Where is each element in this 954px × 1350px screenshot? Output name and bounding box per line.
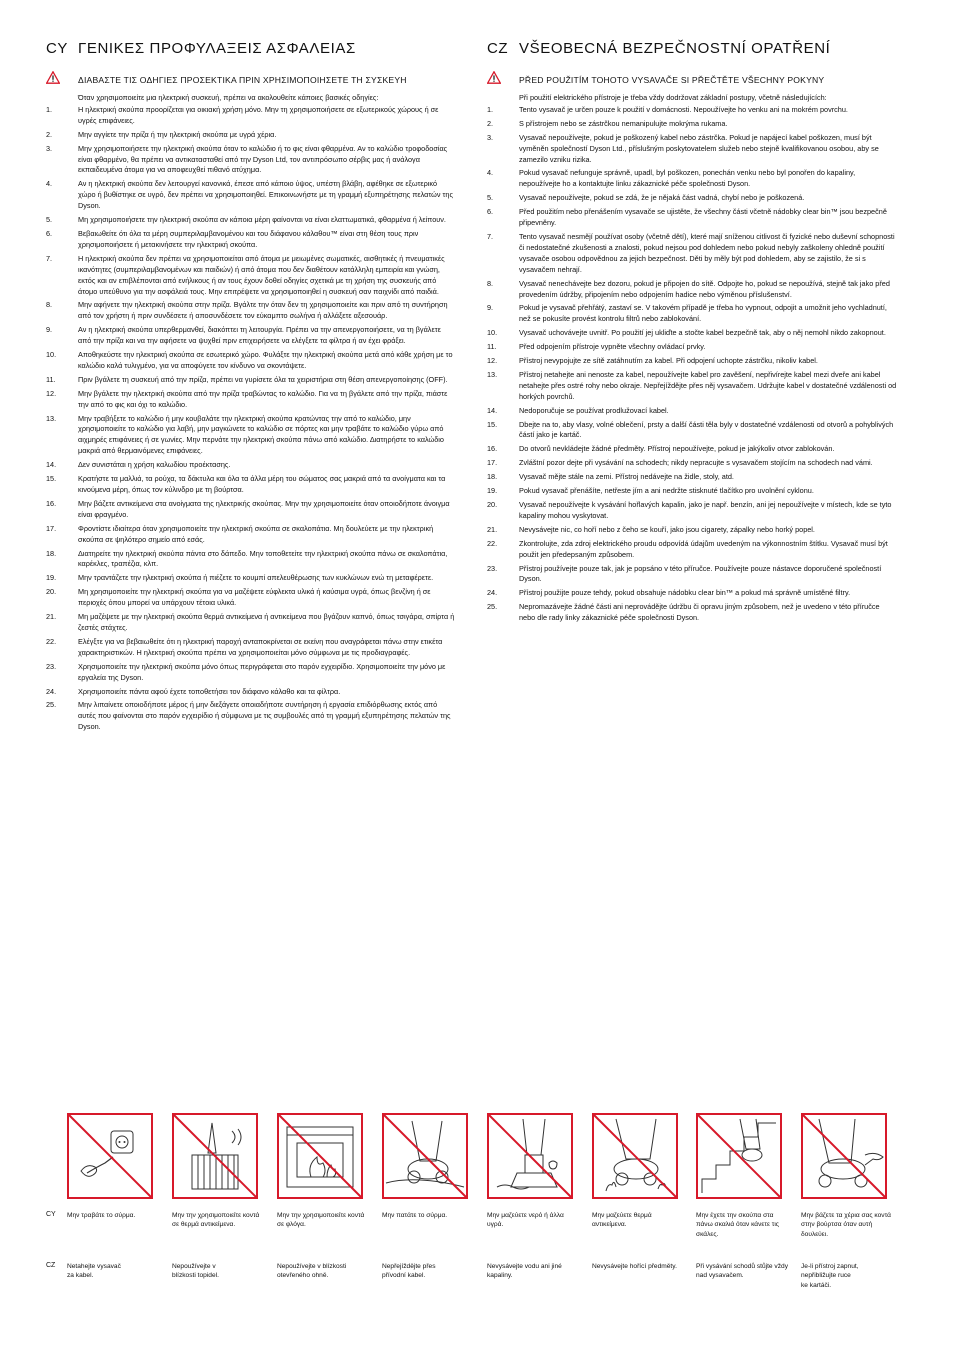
cy-instruction-item [46, 179, 456, 212]
item-number: 24. [46, 686, 57, 696]
item-text: Η ηλεκτρική σκούπα προορίζεται για οικιακή χρήση μόνο. Μην τη χρησιμοποιήσετε σε εξωτερικούς χώρους ή σε υγρές επιφάνειες. [78, 104, 439, 125]
item-number: 18. [46, 548, 57, 558]
item-text: Μην αγγίετε την πρίζα ή την ηλεκτρική σκούπα με υγρά χέρια. [78, 129, 277, 139]
unplug-by-cord-icon [67, 1113, 153, 1199]
cz-instruction-item [487, 303, 897, 325]
item-number: 17. [487, 458, 498, 468]
caption-cz-hands-near-brush: Je-li přístroj zapnut, nepřibližujte ruce ke kartáči. [801, 1263, 859, 1289]
cz-instruction-item [487, 500, 897, 522]
cz-instruction-item [487, 539, 897, 561]
item-number: 16. [487, 444, 498, 454]
cy-instruction-item [46, 300, 456, 322]
cz-warning-row [487, 71, 897, 89]
item-text: Vysavač nepoužívejte k vysávání hořlavých kapalin, jako je např. benzín, ani jej nepoužívejte v místech, kde se tyto kapaliny mohou vyskytovat. [519, 500, 892, 520]
item-number: 15. [487, 419, 498, 429]
cz-title: VŠEOBECNÁ BEZPEČNOSTNÍ OPATŘENÍ [519, 40, 831, 57]
item-number: 7. [487, 231, 494, 241]
item-number: 13. [46, 413, 57, 423]
cy-warning-text: ΔΙΑΒΑΣΤΕ ΤΙΣ ΟΔΗΓΙΕΣ ΠΡΟΣΕΚΤΙΚΑ ΠΡΙΝ ΧΡΗΣΙΜΟΠΟΙΗΣΕΤΕ ΤΗ ΣΥΣΚΕΥΗ [78, 75, 407, 85]
run-over-cord-icon [382, 1113, 468, 1199]
item-text: Tento vysavač je určen pouze k použití v domácnosti. Nepoužívejte ho venku ani na mokrém povrchu. [519, 104, 848, 114]
item-number: 5. [46, 215, 53, 225]
item-text: Vysavač nenechávejte bez dozoru, pokud je připojen do sítě. Odpojte ho, pokud se nepoužívá, stejně tak jako před provedením údržby, připojením nebo odpojením hadice nebo výměnou příslušenství. [519, 278, 890, 299]
cy-instruction-item [46, 460, 456, 471]
item-text: Nevysávejte nic, co hoří nebo z čeho se kouří, jako jsou cigarety, zápalky nebo horký popel. [519, 524, 815, 534]
item-text: Pokud vysavač přenášíte, netřeste jím a ani nedržte stisknuté tlačítko pro uvolnění cyklonu. [519, 486, 814, 496]
cz-instruction-item [487, 133, 897, 166]
item-number: 4. [46, 179, 53, 189]
burning-objects-icon [592, 1113, 678, 1199]
warning-triangle-icon [46, 71, 72, 89]
cy-instruction-item [46, 350, 456, 372]
cz-instruction-item [487, 207, 897, 229]
item-text: Μη χρησιμοποιείτε την ηλεκτρική σκούπα για να μαζέψετε εύφλεκτα υλικά ή καύσιμα υγρά, όπως βενζίνη ή σε περιοχές όπου μπορεί να υπάρχουν τέτοια υλικά. [78, 587, 431, 608]
item-text: Přístroj nevypojujte ze sítě zatáhnutím za kabel. Při odpojení uchopte zástrčku, nikoliv kabel. [519, 356, 818, 366]
item-text: Αποθηκεύστε την ηλεκτρική σκούπα σε εσωτερικό χώρο. Φυλάξτε την ηλεκτρική σκούπα μετά από κάθε χρήση με το καλώδιο καλά τυλιγμένο, για να αποφύγετε τον κίνδυνο να σκοντάψετε. [78, 350, 453, 370]
cz-instruction-item [487, 564, 897, 586]
item-number: 7. [46, 253, 53, 263]
cz-instruction-item [487, 458, 897, 469]
item-number: 4. [487, 168, 494, 178]
item-number: 14. [46, 460, 57, 470]
cy-instruction-item [46, 662, 456, 684]
cy-instruction-item [46, 375, 456, 386]
cy-instruction-item [46, 637, 456, 659]
item-text: Πριν βγάλετε τη συσκευή από την πρίζα, πρέπει να γυρίσετε όλα τα χειριστήρια στη θέση απενεργοποίησης (OFF). [78, 374, 448, 384]
item-text: Pokud je vysavač přehřátý, zastaví se. V takovém případě je třeba ho vypnout, odpojit a umožnit jeho vychladnutí, než se pokusíte provést kontrolu filtrů nebo zablokování. [519, 303, 887, 324]
cz-intro: Při použití elektrického přístroje je třeba vždy dodržovat základní postupy, včetně následujících: [519, 93, 827, 102]
caption-cz-near-fire: Nepoužívejte v blízkosti otevřeného ohně. [277, 1263, 347, 1280]
cz-instruction-item [487, 105, 897, 116]
item-number: 23. [46, 661, 57, 671]
warning-triangle-icon [487, 71, 513, 89]
item-text: Přístroj použijte pouze tehdy, pokud obsahuje nádobku clear bin™ a pokud má správně umístěné filtry. [519, 588, 851, 598]
item-text: Μην χρησιμοποιήσετε την ηλεκτρική σκούπα όταν το καλώδιο ή το φις είναι φθαρμένα. Αν το καλώδιο τροφοδοσίας είναι φθαρμένο, θα πρέπει να αντικατασταθεί από την Dyson Ltd, τον αντιπρόσωπο σέρβις μας ή ανάλογα εκπαιδευμένα άτομα για να αποφευχθεί πιθανό ατύχημα. [78, 143, 448, 175]
cz-instruction-item [487, 279, 897, 301]
item-text: Φροντίστε ιδιαίτερα όταν χρησιμοποιείτε την ηλεκτρική σκούπα σε σκαλοπάτια. Μη δουλεύετε με την ηλεκτρική σκούπα σε ψηλότερο σημείο από εσάς. [78, 523, 434, 544]
pick-up-water-icon [487, 1113, 573, 1199]
item-text: Η ηλεκτρική σκούπα δεν πρέπει να χρησιμοποιείται από άτομα με μειωμένες σωματικές, αισθητικές ή πνευματικές ικανότητες (συμπεριλαμβανομένων και παιδιών) ή από άτομα που δεν διαθέτουν κατάλληλη εμπειρία και γνώση, εκτός και αν επιβλέπονται από ενήλικους ή αν τους έχουν δοθεί οδηγίες σχετικά με τη χρήση της συσκευής από άτομο υπεύθυνο για την ασφάλειά τους. Μην επιτρέψετε να χρησιμοποιηθεί η συσκευή σαν παιχνίδι από παιδιά. [78, 253, 445, 296]
cz-section [487, 40, 897, 627]
cy-intro: Όταν χρησιμοποιείτε μια ηλεκτρική συσκευή, πρέπει να ακολουθείτε κάποιες βασικές οδηγίες: [78, 93, 379, 102]
cy-instruction-item [46, 587, 456, 609]
item-text: Χρησιμοποιείτε την ηλεκτρική σκούπα μόνο όπως περιγράφεται στο παρόν εγχειρίδιο. Χρησιμοποιείτε την μόνο με εργαλεία της Dyson. [78, 661, 446, 682]
cz-instruction-item [487, 588, 897, 599]
item-number: 22. [487, 538, 498, 548]
item-text: Před použitím nebo přenášením vysavače se ujistěte, že všechny části včetně nádobky clear bin™ jsou bezpečně připevněny. [519, 207, 887, 228]
item-number: 9. [46, 325, 53, 335]
item-number: 16. [46, 498, 57, 508]
cy-instruction-item [46, 573, 456, 584]
item-text: Μη μαζέψετε με την ηλεκτρική σκούπα θερμά αντικείμενα ή αντικείμενα που βγάζουν καπνό, όπως τσιγάρα, σπίρτα ή ζεστές στάχτες. [78, 612, 455, 632]
near-fire-icon [277, 1113, 363, 1199]
item-number: 15. [46, 474, 57, 484]
item-text: Před odpojením přístroje vypněte všechny ovládací prvky. [519, 342, 706, 352]
cy-section [46, 40, 456, 736]
item-text: Vysavač nepoužívejte, pokud je poškozený kabel nebo zástrčka. Pokud je napájecí kabel poškozen, musí být vyměněn společností Dyson Ltd., příslušným poskytovatelem služeb nebo stejně kvalifikovanou osobou, aby se zamezilo vzniku rizika. [519, 132, 879, 164]
cy-language-code: CY [46, 40, 68, 57]
item-number: 17. [46, 523, 57, 533]
cy-instruction-item [46, 130, 456, 141]
caption-cy-pick-up-water: Μην μαζεύετε νερό ή άλλα υγρά. [487, 1212, 564, 1229]
cy-warning-row [46, 71, 456, 89]
cy-instruction-item [46, 389, 456, 411]
item-text: Pokud vysavač nefunguje správně, upadl, byl poškozen, ponechán venku nebo byl ponořen do kapaliny, nepoužívejte ho a kontaktujte linku zákaznické péče společnosti Dyson. [519, 168, 856, 189]
item-number: 19. [487, 486, 498, 496]
item-text: Přístroj netahejte ani nenoste za kabel, nepoužívejte kabel pro zavěšení, nepřivírejte kabel mezi dveře ani kabel netahejte přes ostré rohy nebo okraje. Nepřejíždějte přes něj vysavačem. Udržujte kabel v dostatečné vzdálenosti od horkých povrchů. [519, 369, 897, 401]
item-number: 6. [46, 228, 53, 238]
cy-instruction-item [46, 105, 456, 127]
item-number: 22. [46, 636, 57, 646]
pictogram-strip [0, 1113, 954, 1203]
caption-cy-near-radiator: Μην την χρησιμοποιείτε κοντά σε θερμά αντικείμενα. [172, 1212, 260, 1229]
cy-instruction-item [46, 325, 456, 347]
item-number: 20. [487, 500, 498, 509]
item-text: Nepromazávejte žádné části ani neprovádějte údržbu či opravu jiným způsobem, než je uvedeno v této příručce nebo dle rady linky zákaznické péče společnosti Dyson. [519, 602, 880, 623]
item-text: Ελέγξτε για να βεβαιωθείτε ότι η ηλεκτρική παροχή ανταποκρίνεται σε εκείνη που αναγράφεται πάνω στην ετικέτα χαρακτηριστικών. Η ηλεκτρική σκούπα πρέπει να χρησιμοποιείται μόνο σύμφωνα με τις προδιαγραφές. [78, 636, 443, 657]
item-number: 1. [46, 104, 53, 114]
item-text: Δεν συνιστάται η χρήση καλωδίου προέκτασης. [78, 460, 231, 470]
item-text: Μην τραβήξετε το καλώδιο ή μην κουβαλάτε την ηλεκτρική σκούπα κρατώντας την από το καλώδιο, μην χρησιμοποιείτε το καλώδιο για λαβή, μην μαγκώνετε το καλώδιο σε πόρτες και μην τραβάτε το καλώδιο γύρω από αιχμηρές επιφάνειες ή σε γωνίες. Μην περνάτε την ηλεκτρική σκούπα πάνω από καλώδιο. Διατηρήστε το καλώδιο μακριά από θερμαινόμενες επιφάνειες. [78, 413, 444, 456]
caption-cy-hands-near-brush: Μην βάζετε τα χέρια σας κοντά στην βούρτσα όταν αυτή δουλεύει. [801, 1212, 891, 1238]
item-number: 8. [487, 278, 494, 288]
item-number: 11. [46, 374, 56, 384]
item-number: 2. [487, 118, 494, 128]
caption-cz-near-radiator: Nepoužívejte v blízkosti topidel. [172, 1263, 219, 1280]
caption-cy-near-fire: Μην την χρησιμοποιείτε κοντά σε φλόγα. [277, 1212, 365, 1229]
cz-instruction-item [487, 342, 897, 353]
cz-instruction-item [487, 328, 897, 339]
cz-instruction-item [487, 525, 897, 536]
caption-cy-unplug-by-cord: Μην τραβάτε το σύρμα. [67, 1212, 136, 1219]
item-number: 13. [487, 369, 498, 379]
hands-near-brush-icon [801, 1113, 887, 1199]
item-number: 10. [46, 350, 57, 360]
cz-instruction-item [487, 472, 897, 483]
item-number: 12. [46, 388, 57, 398]
caption-cy-run-over-cord: Μην πατάτε το σύρμα. [382, 1212, 448, 1219]
item-text: Vysavač mějte stále na zemi. Přístroj nedávejte na židle, stoly, atd. [519, 472, 734, 482]
cy-instruction-item [46, 215, 456, 226]
item-number: 3. [46, 143, 53, 153]
item-text: Βεβαιωθείτε ότι όλα τα μέρη συμπεριλαμβανομένου και του διάφανου κάλαθου™ είναι στη θέση τους πριν χρησιμοποιήσετε ή μετακινήσετε την ηλεκτρική σκούπα. [78, 228, 419, 249]
item-number: 24. [487, 588, 498, 598]
item-text: Vysavač nepoužívejte, pokud se zdá, že je nějaká část vadná, chybí nebo je poškozená. [519, 193, 805, 203]
item-number: 14. [487, 405, 498, 415]
item-text: Přístroj používejte pouze tak, jak je popsáno v této příručce. Používejte pouze nástavce doporučené společností Dyson. [519, 563, 882, 584]
item-number: 1. [487, 104, 494, 114]
item-number: 25. [46, 700, 57, 710]
caption-cz-unplug-by-cord: Netahejte vysavač za kabel. [67, 1263, 121, 1280]
item-number: 23. [487, 563, 498, 573]
item-text: Μη χρησιμοποιήσετε την ηλεκτρική σκούπα αν κάποια μέρη φαίνονται να είναι ελαττωματικά, φθαρμένα ή λείπουν. [78, 215, 446, 225]
cy-instruction-item [46, 144, 456, 177]
cz-instruction-item [487, 406, 897, 417]
cz-instruction-item [487, 486, 897, 497]
item-text: Μην τραντάζετε την ηλεκτρική σκούπα ή πιέζετε το κουμπί απελευθέρωσης των κυκλώνων ενώ τη μεταφέρετε. [78, 573, 434, 583]
item-number: 12. [487, 356, 498, 366]
item-number: 2. [46, 129, 53, 139]
stairs-above-icon [696, 1113, 782, 1199]
cz-instruction-item [487, 444, 897, 455]
cy-title: ΓΕΝΙΚΕΣ ΠΡΟΦΥΛΑΞΕΙΣ ΑΣΦΑΛΕΙΑΣ [78, 40, 356, 57]
caption-cz-pick-up-water: Nevysávejte vodu ani jiné kapaliny. [487, 1263, 562, 1280]
item-text: Διατηρείτε την ηλεκτρική σκούπα πάντα στο δάπεδο. Μην τοποθετείτε την ηλεκτρική σκούπα πάνω σε σκαλοπάτια, καρέκλες, τραπέζια, κλπ. [78, 548, 448, 569]
cz-instruction-item [487, 420, 897, 442]
near-radiator-icon [172, 1113, 258, 1199]
item-number: 19. [46, 573, 57, 583]
cy-instruction-list [46, 105, 456, 733]
item-text: Χρησιμοποιείτε πάντα αφού έχετε τοποθετήσει τον διάφανο κάλαθο και τα φίλτρα. [78, 686, 341, 696]
item-number: 3. [487, 132, 494, 142]
cz-header [487, 40, 897, 57]
caption-cz-code: CZ [46, 1262, 56, 1269]
item-text: Vysavač uchovávejte uvnitř. Po použití jej ukliďte a stočte kabel bezpečně tak, aby o něj nemohl nikdo zakopnout. [519, 328, 886, 338]
item-text: Nedoporučuje se používat prodlužovací kabel. [519, 405, 669, 415]
caption-cy-stairs-above: Μην έχετε την σκούπα στα πάνω σκαλιά όταν κάνετε τις σκάλες. [696, 1212, 779, 1238]
cz-instruction-item [487, 602, 897, 624]
cz-instruction-list [487, 105, 897, 624]
item-number: 10. [487, 328, 498, 338]
cz-instruction-item [487, 168, 897, 190]
cz-language-code: CZ [487, 40, 508, 57]
caption-cy-code: CY [46, 1211, 56, 1218]
item-number: 9. [487, 303, 494, 313]
item-number: 11. [487, 342, 497, 352]
item-text: Zvláštní pozor dejte při vysávání na schodech; nikdy nepracujte s vysavačem stojícím na schodech nad vámi. [519, 458, 873, 468]
cy-instruction-item [46, 414, 456, 458]
item-text: Μην βάζετε αντικείμενα στα ανοίγματα της ηλεκτρικής σκούπας. Μην την χρησιμοποιείτε όταν οποιοδήποτε άνοιγμα είναι φραγμένο. [78, 498, 450, 519]
item-number: 5. [487, 193, 494, 203]
item-number: 21. [46, 612, 57, 622]
item-text: Αν η ηλεκτρική σκούπα δεν λειτουργεί κανονικά, έπεσε από κάποιο ύψος, υπέστη βλάβη, αφέθηκε σε εξωτερικό χώρο ή βυθίστηκε σε υγρό, δεν πρέπει να χρησιμοποιηθεί. Επικοινωνήστε με τη γραμμή εξυπηρέτησης πελατών της Dyson. [78, 179, 453, 211]
cy-instruction-item [46, 524, 456, 546]
cz-instruction-item [487, 370, 897, 403]
item-number: 20. [46, 587, 57, 597]
caption-cz-run-over-cord: Nepřejíždějte přes přívodní kabel. [382, 1263, 436, 1280]
item-text: Zkontrolujte, zda zdroj elektrického proudu odpovídá údajům uvedeným na výkonnostním štítku. Vysavač musí být použit jen předepsaným způsobem. [519, 538, 888, 559]
cy-instruction-item [46, 499, 456, 521]
item-number: 6. [487, 207, 494, 217]
item-text: Dbejte na to, aby vlasy, volné oblečení, prsty a další části těla byly v dostatečné vzdálenosti od otvorů a pohyblivých částí jako je kartáč. [519, 419, 894, 440]
cy-instruction-item [46, 549, 456, 571]
cz-instruction-item [487, 232, 897, 276]
cy-instruction-item [46, 474, 456, 496]
cy-header [46, 40, 456, 57]
caption-cz-stairs-above: Při vysávání schodů stůjte vždy nad vysavačem. [696, 1263, 788, 1280]
item-text: Αν η ηλεκτρική σκούπα υπερθερμανθεί, διακόπτει τη λειτουργία. Πρέπει να την απενεργοποιήσετε, να τη βγάλετε από την πρίζα και να την αφήσετε να ψυχθεί πριν επιχειρήσετε να ελέγξετε τα φίλτρα ή αν έχει φράξει. [78, 325, 441, 346]
item-text: Μην βγάλετε την ηλεκτρική σκούπα από την πρίζα τραβώντας το καλώδιο. Για να τη βγάλετε από την πρίζα, πιάστε την από το φις και όχι το καλώδιο. [78, 388, 448, 409]
item-number: 18. [487, 472, 498, 482]
caption-cy-burning-objects: Μην μαζεύετε θερμά αντικείμενα. [592, 1212, 652, 1229]
item-text: Κρατήστε τα μαλλιά, τα ρούχα, τα δάκτυλα και όλα τα άλλα μέρη του σώματος σας μακριά από τα ανοίγματα και τα κινούμενα μέρη, όπως τον κύλινδρο με τη βούρτσα. [78, 474, 446, 494]
item-text: Do otvorů nevkládejte žádné předměty. Přístroj nepoužívejte, pokud je jakýkoliv otvor zablokován. [519, 444, 835, 454]
item-text: Tento vysavač nesmějí používat osoby (včetně dětí), které mají sníženou citlivost či fyzické nebo duševní schopnosti či nedostatečné zkušenosti a znalosti, pokud nejsou pod dohledem nebo pokud nebyly zaškoleny ohledně použití vysavače osobou odpovědnou za jejich bezpečnost. Děti by měly být pod dohledem, aby se zajistilo, že si s vysavačem nehrají. [519, 231, 895, 274]
cy-instruction-item [46, 700, 456, 733]
item-text: Μην λιπαίνετε οποιοδήποτε μέρος ή μην διεξάγετε οποιαδήποτε συντήρηση ή εργασία επιδιόρθωσης εκτός από αυτές που φαίνονται στο παρόν εγχειρίδιο ή σύμφωνα με τις συμβουλές από τη γραμμή εξυπηρέτησης πελατών της Dyson. [78, 700, 451, 732]
cy-instruction-item [46, 229, 456, 251]
item-number: 21. [487, 524, 498, 534]
item-text: Μην αφήνετε την ηλεκτρική σκούπα στην πρίζα. Βγάλτε την όταν δεν τη χρησιμοποιείτε και πριν από τη συντήρηση από τον χρήστη ή πριν συνδέσετε ή αποσυνδέσετε τον εύκαμπτο σωλήνα ή αλλάξετε αξεσουάρ. [78, 300, 448, 321]
cy-instruction-item [46, 687, 456, 698]
cz-instruction-item [487, 119, 897, 130]
item-text: S přístrojem nebo se zástrčkou nemanipulujte mokrýma rukama. [519, 118, 728, 128]
cz-instruction-item [487, 193, 897, 204]
caption-cz-burning-objects: Nevysávejte hořící předměty. [592, 1263, 677, 1270]
cz-warning-text: PŘED POUŽITÍM TOHOTO VYSAVAČE SI PŘEČTĚTE VŠECHNY POKYNY [519, 75, 825, 85]
cz-instruction-item [487, 356, 897, 367]
item-number: 8. [46, 300, 53, 310]
cy-instruction-item [46, 612, 456, 634]
cy-instruction-item [46, 254, 456, 298]
item-number: 25. [487, 602, 498, 612]
